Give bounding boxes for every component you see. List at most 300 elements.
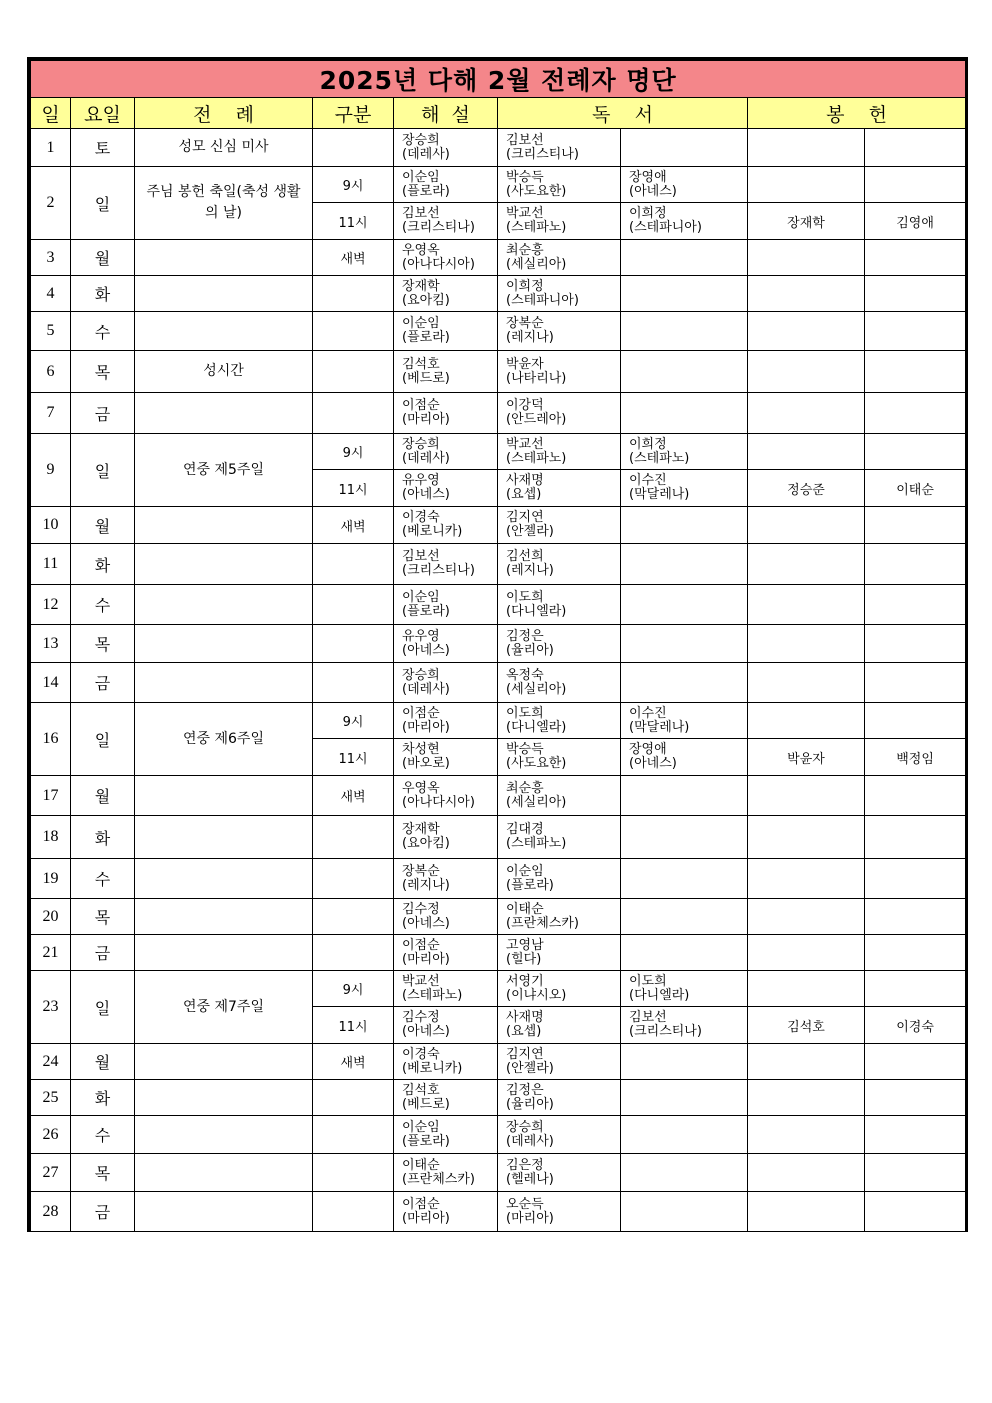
reader2-cell	[621, 544, 748, 585]
reader2-cell	[621, 434, 748, 470]
weekday-cell: 토	[71, 129, 135, 167]
reader2-cell	[621, 1192, 748, 1232]
day-cell: 5	[31, 312, 71, 351]
division-cell: 새벽	[313, 507, 394, 544]
table-row	[31, 816, 966, 859]
liturgy-cell	[135, 312, 313, 351]
person-name: 이도희	[629, 973, 667, 989]
offering1-cell: 박윤자	[748, 739, 865, 776]
commentary-cell	[394, 776, 498, 816]
person-name: 김대경	[506, 822, 544, 837]
person-name: 이점순	[402, 1196, 440, 1212]
baptismal-name: (막달레나)	[629, 719, 690, 735]
division-cell: 새벽	[313, 1044, 394, 1080]
commentary-cell	[394, 351, 498, 393]
weekday-cell: 수	[71, 859, 135, 899]
reader1-cell	[498, 203, 621, 240]
reader1-cell	[498, 663, 621, 703]
commentary-cell	[394, 703, 498, 739]
baptismal-name: (스테파노)	[506, 220, 567, 235]
person-name: 이수진	[629, 705, 667, 721]
day-cell: 11	[31, 544, 71, 585]
commentary-cell	[394, 167, 498, 203]
weekday-cell: 화	[71, 816, 135, 859]
liturgy-cell	[135, 625, 313, 663]
baptismal-name: (크리스티나)	[402, 220, 475, 235]
baptismal-name: (다니엘라)	[506, 719, 567, 735]
table-row	[31, 129, 966, 167]
baptismal-name: (이냐시오)	[506, 987, 567, 1003]
division-cell	[313, 1192, 394, 1232]
baptismal-name: (아나다시아)	[402, 256, 475, 272]
baptismal-name: (안젤라)	[506, 524, 554, 539]
division-cell	[313, 1154, 394, 1192]
division-cell	[313, 935, 394, 971]
weekday-cell: 일	[71, 971, 135, 1044]
table-row	[31, 351, 966, 393]
commentary-cell	[394, 1044, 498, 1080]
person-name: 고영남	[506, 937, 544, 953]
table-row	[31, 544, 966, 585]
day-cell: 6	[31, 351, 71, 393]
division-cell: 11시	[313, 1007, 394, 1044]
day-cell: 21	[31, 935, 71, 971]
day-cell: 16	[31, 703, 71, 776]
offering2-cell	[865, 351, 966, 393]
baptismal-name: (요아킴)	[402, 292, 450, 308]
person-name: 이경숙	[402, 510, 440, 525]
table-row	[31, 1044, 966, 1080]
weekday-cell: 일	[71, 703, 135, 776]
baptismal-name: (세실리아)	[506, 256, 567, 272]
offering1-cell	[748, 129, 865, 167]
reader2-cell	[621, 129, 748, 167]
table-row	[31, 393, 966, 434]
weekday-cell: 목	[71, 625, 135, 663]
baptismal-name: (프란체스카)	[506, 915, 579, 931]
offering2-cell	[865, 276, 966, 312]
weekday-cell: 수	[71, 312, 135, 351]
schedule-table	[30, 60, 966, 1232]
reader1-cell	[498, 816, 621, 859]
header-readers: 독 서	[498, 98, 748, 129]
reader2-cell	[621, 203, 748, 240]
baptismal-name: (아네스)	[629, 756, 677, 771]
offering1-cell	[748, 544, 865, 585]
baptismal-name: (스테파노)	[629, 450, 690, 466]
offering1-cell	[748, 816, 865, 859]
offering1-cell: 김석호	[748, 1007, 865, 1044]
reader2-cell	[621, 507, 748, 544]
weekday-cell: 목	[71, 351, 135, 393]
division-cell	[313, 625, 394, 663]
liturgy-cell: 연중 제7주일	[135, 971, 313, 1044]
person-name: 박승득	[506, 742, 544, 757]
person-name: 장복순	[506, 316, 544, 331]
commentary-cell	[394, 544, 498, 585]
baptismal-name: (크리스티나)	[506, 146, 579, 162]
commentary-cell	[394, 203, 498, 240]
baptismal-name: (요셉)	[506, 1024, 542, 1039]
person-name: 이희정	[629, 206, 667, 221]
schedule-frame	[27, 57, 968, 1232]
table-row	[31, 663, 966, 703]
person-name: 장승희	[506, 1119, 544, 1135]
reader1-cell	[498, 129, 621, 167]
person-name: 이수진	[629, 473, 667, 488]
offering2-cell	[865, 971, 966, 1007]
commentary-cell	[394, 1080, 498, 1116]
person-name: 김수정	[402, 901, 440, 917]
offering1-cell	[748, 1192, 865, 1232]
person-name: 이태순	[506, 901, 544, 917]
person-name: 장승희	[402, 132, 440, 148]
commentary-cell	[394, 899, 498, 935]
offering2-cell	[865, 129, 966, 167]
day-cell: 9	[31, 434, 71, 507]
person-name: 박교선	[506, 436, 544, 452]
offering2-cell	[865, 393, 966, 434]
offering1-cell	[748, 434, 865, 470]
offering1-cell	[748, 585, 865, 625]
division-cell: 9시	[313, 971, 394, 1007]
table-row	[31, 625, 966, 663]
baptismal-name: (스테파노)	[402, 987, 463, 1003]
person-name: 김보선	[629, 1010, 667, 1025]
offering2-cell	[865, 312, 966, 351]
offering2-cell: 백정임	[865, 739, 966, 776]
weekday-cell: 화	[71, 544, 135, 585]
commentary-cell	[394, 971, 498, 1007]
reader2-cell	[621, 240, 748, 276]
division-cell	[313, 544, 394, 585]
person-name: 서영기	[506, 973, 544, 989]
day-cell: 19	[31, 859, 71, 899]
offering1-cell	[748, 663, 865, 703]
division-cell: 9시	[313, 703, 394, 739]
commentary-cell	[394, 470, 498, 507]
weekday-cell: 금	[71, 1192, 135, 1232]
baptismal-name: (베드로)	[402, 1096, 450, 1112]
reader1-cell	[498, 1080, 621, 1116]
reader1-cell	[498, 167, 621, 203]
liturgy-cell	[135, 585, 313, 625]
header-weekday: 요일	[71, 98, 135, 129]
baptismal-name: (막달레나)	[629, 487, 690, 502]
reader2-cell	[621, 899, 748, 935]
offering1-cell	[748, 971, 865, 1007]
baptismal-name: (사도요한)	[506, 756, 567, 771]
person-name: 우영옥	[402, 242, 440, 258]
page-title: 2025년 다해 2월 전례자 명단	[31, 61, 966, 98]
offering1-cell	[748, 1044, 865, 1080]
person-name: 이도희	[506, 589, 544, 605]
offering2-cell	[865, 1154, 966, 1192]
offering1-cell: 정승준	[748, 470, 865, 507]
person-name: 이강덕	[506, 398, 544, 413]
person-name: 김선희	[506, 549, 544, 564]
reader2-cell	[621, 935, 748, 971]
weekday-cell: 금	[71, 935, 135, 971]
division-cell	[313, 1080, 394, 1116]
reader1-cell	[498, 1044, 621, 1080]
baptismal-name: (프란체스카)	[402, 1171, 475, 1187]
baptismal-name: (마리아)	[506, 1210, 554, 1226]
baptismal-name: (레지나)	[506, 563, 554, 578]
baptismal-name: (요아킴)	[402, 836, 450, 851]
person-name: 이순임	[402, 169, 440, 185]
weekday-cell: 금	[71, 393, 135, 434]
liturgy-cell: 연중 제5주일	[135, 434, 313, 507]
baptismal-name: (스테파니아)	[506, 292, 579, 308]
schedule-body	[31, 129, 966, 1232]
division-cell: 새벽	[313, 776, 394, 816]
offering2-cell	[865, 167, 966, 203]
reader1-cell	[498, 971, 621, 1007]
person-name: 유우영	[402, 473, 440, 488]
header-day: 일	[31, 98, 71, 129]
person-name: 사재명	[506, 1010, 544, 1025]
baptismal-name: (다니엘라)	[629, 987, 690, 1003]
commentary-cell	[394, 1154, 498, 1192]
table-row	[31, 899, 966, 935]
commentary-cell	[394, 240, 498, 276]
reader2-cell	[621, 816, 748, 859]
table-row	[31, 859, 966, 899]
offering2-cell: 김영애	[865, 203, 966, 240]
liturgy-cell	[135, 816, 313, 859]
commentary-cell	[394, 393, 498, 434]
division-cell	[313, 129, 394, 167]
reader1-cell	[498, 935, 621, 971]
baptismal-name: (플로라)	[402, 603, 450, 619]
person-name: 박교선	[402, 973, 440, 989]
weekday-cell: 목	[71, 899, 135, 935]
person-name: 김보선	[506, 132, 544, 148]
division-cell: 11시	[313, 739, 394, 776]
offering2-cell	[865, 1116, 966, 1154]
baptismal-name: (헬레나)	[506, 1171, 554, 1187]
reader2-cell	[621, 1080, 748, 1116]
baptismal-name: (아네스)	[402, 915, 450, 931]
division-cell: 11시	[313, 203, 394, 240]
offering1-cell	[748, 935, 865, 971]
division-cell	[313, 1116, 394, 1154]
table-row	[31, 167, 966, 203]
division-cell	[313, 816, 394, 859]
offering2-cell	[865, 240, 966, 276]
offering1-cell	[748, 276, 865, 312]
baptismal-name: (아네스)	[629, 183, 677, 199]
baptismal-name: (플로라)	[402, 1133, 450, 1149]
reader1-cell	[498, 585, 621, 625]
reader2-cell	[621, 585, 748, 625]
reader2-cell	[621, 393, 748, 434]
offering2-cell	[865, 703, 966, 739]
commentary-cell	[394, 859, 498, 899]
weekday-cell: 월	[71, 1044, 135, 1080]
reader1-cell	[498, 276, 621, 312]
header-division: 구분	[313, 98, 394, 129]
reader1-cell	[498, 1192, 621, 1232]
division-cell	[313, 351, 394, 393]
person-name: 이순임	[402, 589, 440, 605]
baptismal-name: (바오로)	[402, 756, 450, 771]
weekday-cell: 월	[71, 240, 135, 276]
table-row	[31, 1080, 966, 1116]
person-name: 김정은	[506, 628, 544, 644]
offering2-cell	[865, 663, 966, 703]
commentary-cell	[394, 816, 498, 859]
division-cell	[313, 663, 394, 703]
table-row	[31, 1116, 966, 1154]
table-row	[31, 703, 966, 739]
weekday-cell: 수	[71, 1116, 135, 1154]
person-name: 이희정	[629, 436, 667, 452]
offering1-cell: 장재학	[748, 203, 865, 240]
person-name: 이순임	[402, 1119, 440, 1135]
person-name: 이순임	[402, 316, 440, 331]
commentary-cell	[394, 1116, 498, 1154]
baptismal-name: (스테파노)	[506, 450, 567, 466]
division-cell: 9시	[313, 434, 394, 470]
division-cell: 11시	[313, 470, 394, 507]
offering2-cell	[865, 816, 966, 859]
person-name: 이경숙	[402, 1046, 440, 1062]
commentary-cell	[394, 312, 498, 351]
person-name: 김지연	[506, 510, 544, 525]
reader1-cell	[498, 240, 621, 276]
offering2-cell	[865, 776, 966, 816]
offering1-cell	[748, 312, 865, 351]
reader2-cell	[621, 625, 748, 663]
reader1-cell	[498, 434, 621, 470]
person-name: 박윤자	[506, 356, 544, 372]
reader2-cell	[621, 1044, 748, 1080]
reader2-cell	[621, 663, 748, 703]
reader1-cell	[498, 739, 621, 776]
day-cell: 25	[31, 1080, 71, 1116]
commentary-cell	[394, 276, 498, 312]
liturgy-cell	[135, 544, 313, 585]
division-cell	[313, 276, 394, 312]
person-name: 이태순	[402, 1157, 440, 1173]
table-row	[31, 312, 966, 351]
person-name: 장재학	[402, 822, 440, 837]
commentary-cell	[394, 935, 498, 971]
offering1-cell	[748, 1154, 865, 1192]
weekday-cell: 일	[71, 167, 135, 240]
offering1-cell	[748, 899, 865, 935]
commentary-cell	[394, 585, 498, 625]
weekday-cell: 월	[71, 776, 135, 816]
offering1-cell	[748, 859, 865, 899]
division-cell	[313, 585, 394, 625]
reader2-cell	[621, 167, 748, 203]
baptismal-name: (율리아)	[506, 1096, 554, 1112]
person-name: 옥정숙	[506, 667, 544, 683]
person-name: 장승희	[402, 436, 440, 452]
day-cell: 26	[31, 1116, 71, 1154]
person-name: 박교선	[506, 206, 544, 221]
offering1-cell	[748, 625, 865, 663]
commentary-cell	[394, 129, 498, 167]
commentary-cell	[394, 507, 498, 544]
offering1-cell	[748, 1080, 865, 1116]
liturgy-cell	[135, 776, 313, 816]
table-row	[31, 1154, 966, 1192]
person-name: 유우영	[402, 628, 440, 644]
weekday-cell: 수	[71, 585, 135, 625]
weekday-cell: 화	[71, 276, 135, 312]
day-cell: 7	[31, 393, 71, 434]
reader1-cell	[498, 703, 621, 739]
baptismal-name: (아네스)	[402, 642, 450, 658]
reader2-cell	[621, 739, 748, 776]
offering2-cell	[865, 1044, 966, 1080]
table-row	[31, 585, 966, 625]
person-name: 장승희	[402, 667, 440, 683]
division-cell	[313, 393, 394, 434]
header-liturgy: 전 례	[135, 98, 313, 129]
baptismal-name: (베로니카)	[402, 1060, 463, 1076]
offering2-cell: 이태순	[865, 470, 966, 507]
liturgy-cell	[135, 1192, 313, 1232]
reader2-cell	[621, 1154, 748, 1192]
day-cell: 1	[31, 129, 71, 167]
reader1-cell	[498, 776, 621, 816]
offering2-cell	[865, 1080, 966, 1116]
commentary-cell	[394, 1192, 498, 1232]
baptismal-name: (마리아)	[402, 719, 450, 735]
person-name: 이도희	[506, 705, 544, 721]
day-cell: 28	[31, 1192, 71, 1232]
baptismal-name: (크리스티나)	[629, 1024, 702, 1039]
person-name: 오순득	[506, 1196, 544, 1212]
reader1-cell	[498, 312, 621, 351]
person-name: 김석호	[402, 356, 440, 372]
person-name: 차성현	[402, 742, 440, 757]
person-name: 장복순	[402, 863, 440, 879]
day-cell: 20	[31, 899, 71, 935]
reader1-cell	[498, 859, 621, 899]
baptismal-name: (사도요한)	[506, 183, 567, 199]
reader1-cell	[498, 625, 621, 663]
day-cell: 14	[31, 663, 71, 703]
baptismal-name: (세실리아)	[506, 681, 567, 697]
offering2-cell	[865, 585, 966, 625]
person-name: 박승득	[506, 169, 544, 185]
person-name: 이점순	[402, 937, 440, 953]
reader2-cell	[621, 971, 748, 1007]
person-name: 최순흥	[506, 242, 544, 258]
person-name: 이점순	[402, 398, 440, 413]
division-cell	[313, 899, 394, 935]
baptismal-name: (크리스티나)	[402, 563, 475, 578]
day-cell: 4	[31, 276, 71, 312]
weekday-cell: 월	[71, 507, 135, 544]
reader1-cell	[498, 393, 621, 434]
baptismal-name: (세실리아)	[506, 794, 567, 810]
person-name: 김석호	[402, 1082, 440, 1098]
reader1-cell	[498, 470, 621, 507]
day-cell: 17	[31, 776, 71, 816]
header-row	[31, 98, 966, 129]
day-cell: 23	[31, 971, 71, 1044]
division-cell	[313, 859, 394, 899]
baptismal-name: (레지나)	[506, 330, 554, 345]
liturgy-cell	[135, 899, 313, 935]
